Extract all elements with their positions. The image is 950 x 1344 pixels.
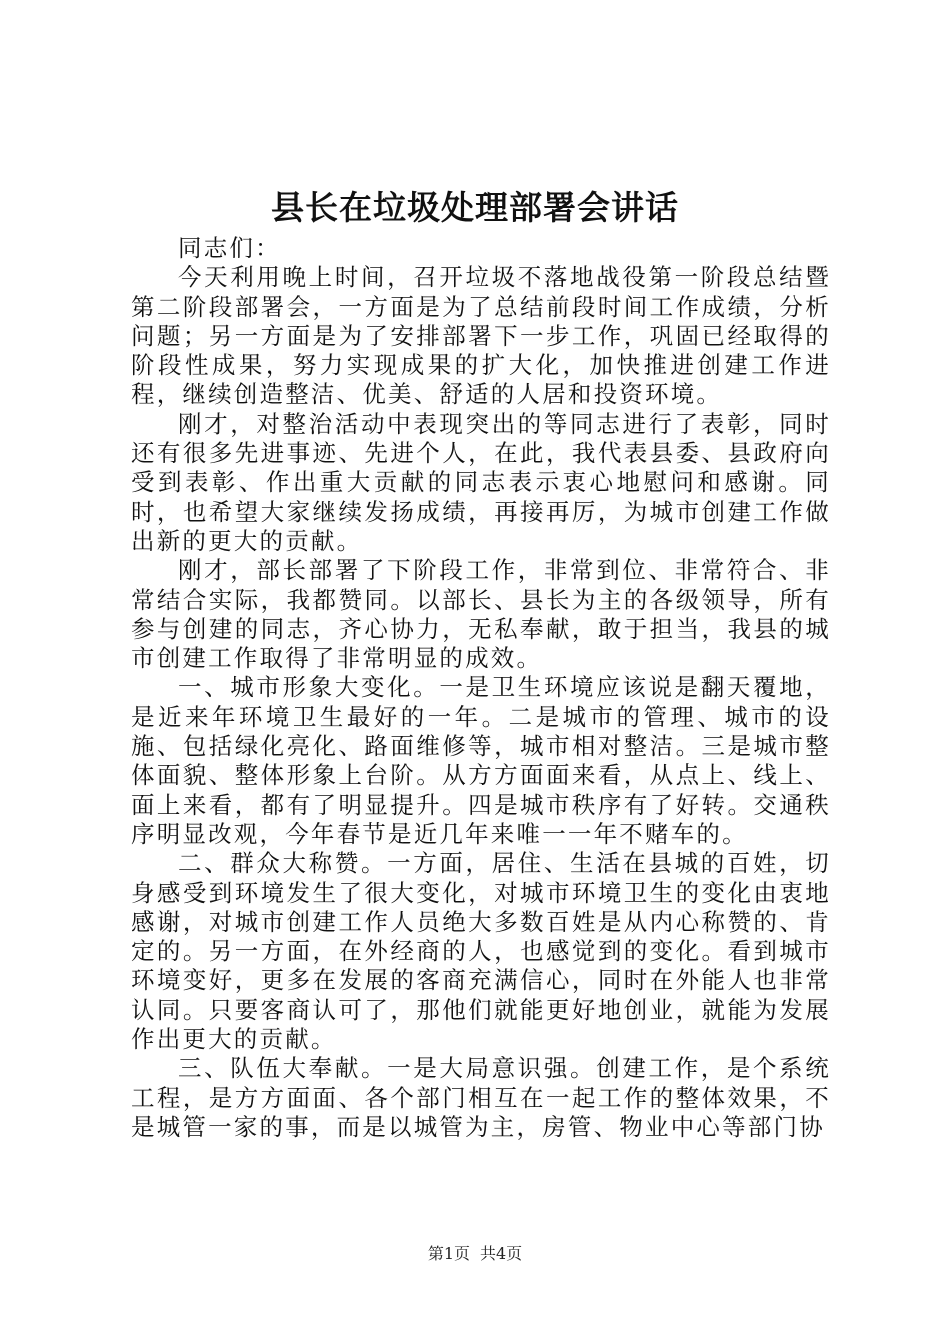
paragraph-3: 刚才，部长部署了下阶段工作，非常到位、非常符合、非常结合实际，我都赞同。以部长、县长为主的各级领导，所有参与创建的同志，齐心协力，无私奉献，敢于担当，我县的城市创建工作取得了非常明显的成效。 bbox=[131, 556, 831, 673]
page-footer bbox=[0, 1242, 950, 1266]
paragraph-2: 刚才，对整治活动中表现突出的等同志进行了表彰，同时还有很多先进事迹、先进个人，在此，我代表县委、县政府向受到表彰、作出重大贡献的同志表示衷心地慰问和感谢。同时，也希望大家继续发扬成绩，再接再厉，为城市创建工作做出新的更大的贡献。 bbox=[131, 409, 831, 555]
paragraph-4: 一、城市形象大变化。一是卫生环境应该说是翻天覆地，是近来年环境卫生最好的一年。二是城市的管理、城市的设施、包括绿化亮化、路面维修等，城市相对整洁。三是城市整体面貌、整体形象上台阶。从方方面面来看，从点上、线上、面上来看，都有了明显提升。四是城市秩序有了好转。交通秩序明显改观，今年春节是近几年来唯一一年不赌车的。 bbox=[131, 673, 831, 848]
page-total: 共4页 bbox=[480, 1244, 523, 1263]
paragraph-5: 二、群众大称赞。一方面，居住、生活在县城的百姓，切身感受到环境发生了很大变化，对城市环境卫生的变化由衷地感谢，对城市创建工作人员绝大多数百姓是从内心称赞的、肯定的。另一方面，在外经商的人，也感觉到的变化。看到城市环境变好，更多在发展的客商充满信心，同时在外能人也非常认同。只要客商认可了，那他们就能更好地创业，就能为发展作出更大的贡献。 bbox=[131, 849, 831, 1054]
paragraph-salutation: 同志们： bbox=[178, 234, 281, 262]
document-title: 县长在垃圾处理部署会讲话 bbox=[271, 188, 679, 227]
paragraph-1: 今天利用晚上时间，召开垃圾不落地战役第一阶段总结暨第二阶段部署会，一方面是为了总结前段时间工作成绩，分析问题；另一方面是为了安排部署下一步工作，巩固已经取得的阶段性成果，努力实现成果的扩大化，加快推进创建工作进程，继续创造整洁、优美、舒适的人居和投资环境。 bbox=[131, 263, 831, 409]
paragraph-6: 三、队伍大奉献。一是大局意识强。创建工作，是个系统工程，是方方面面、各个部门相互在一起工作的整体效果，不是城管一家的事，而是以城管为主，房管、物业中心等部门协 bbox=[131, 1054, 831, 1141]
document-body bbox=[131, 234, 831, 1142]
page-number: 第1页 bbox=[427, 1244, 470, 1263]
